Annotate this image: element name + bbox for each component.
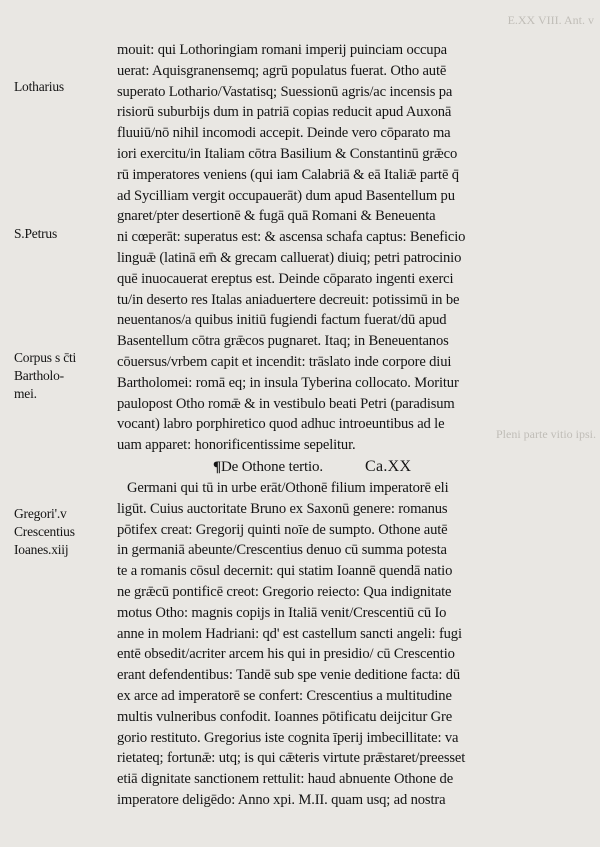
marginal-note-gregorius <box>14 505 110 559</box>
text-line: vocant) labro porphiretico quod adhuc introeuntibus ad le <box>117 416 445 433</box>
pilcrow-icon: ¶ <box>213 458 221 475</box>
marginal-note-bartholomei <box>14 349 110 403</box>
text-line: quē inuocauerat ereptus est. Deinde cōparato ingenti exerci <box>117 270 454 287</box>
text-line: gorio restituto. Gregorius iste cognita īperij imbecillitate: va <box>117 729 459 746</box>
text-line: pōtifex creat: Gregorij quinti noīe de sumpto. Othone autē <box>117 521 448 538</box>
text-line: in germaniā abeunte/Crescentius denuo cū summa potesta <box>117 542 447 559</box>
bleed-through-top: E.XX VIII. Ant. v <box>507 13 594 27</box>
marginal-line: Crescentius <box>14 524 75 539</box>
marginal-line: Bartholo- <box>14 368 64 383</box>
text-line: linguǣ (latinā em̄ & grecam calluerat) diuiq; petri patrocinio <box>117 249 462 266</box>
text-line: te a romanis cōsul decernit: qui statim Ioannē quendā natio <box>117 563 453 580</box>
text-line: uerat: Aquisgranensemq; agrū populatus fuerat. Otho autē <box>117 62 447 79</box>
chapter-title: De Othone tertio. <box>220 458 323 475</box>
marginal-line: mei. <box>14 386 37 401</box>
chapter-heading <box>117 456 559 478</box>
marginal-note-s-petrus <box>14 225 110 243</box>
text-line: iori exercitu/in Italiam cōtra Basilium & Constantinū grǣco <box>117 145 458 162</box>
marginal-line: Ioanes.xiij <box>14 542 69 557</box>
text-line: tu/in deserto res Italas aniaduertere decreuit: potissimū in be <box>117 291 460 308</box>
text-line: Germani qui tū in urbe erāt/Othonē filium imperatorē eli <box>127 479 449 496</box>
text-line: uam apparet: honorificentissime sepelitur. <box>117 437 356 454</box>
text-line: ne grǣcū pontificē creot: Gregorio reiecto: Qua indignitate <box>117 583 452 600</box>
marginal-line: Lotharius <box>14 79 64 94</box>
text-line: neuentanos/a quibus initiū fugiendi factum fuerat/dū apud <box>117 312 447 329</box>
text-line: entē obsedit/acriter arcem his qui in presidio/ cū Crescentio <box>117 646 455 663</box>
text-line: ni cœperāt: superatus est: & ascensa schafa captus: Beneficio <box>117 229 466 246</box>
text-line: gnaret/pter desertionē & fugā quā Romani & Beneuenta <box>117 208 436 225</box>
main-text-block <box>117 40 559 811</box>
text-line: mouit: qui Lothoringiam romani imperij puinciam occupa <box>117 42 447 58</box>
text-line: erant defendentibus: Tandē sub spe venie deditione facta: dū <box>117 667 461 684</box>
text-line: ex arce ad imperatorē se confert: Crescentius a multitudine <box>117 687 452 704</box>
text-line: motus Otho: magnis copijs in Italiā venit/Crescentiū cū Io <box>117 604 447 621</box>
text-line: cōuersus/vrbem capit et incendit: trāslato inde corpore diui <box>117 353 452 370</box>
text-line: superato Lothario/Vastatisq; Suessionū agris/ac incensis pa <box>117 83 453 100</box>
marginal-note-lotharius <box>14 78 110 96</box>
chapter-number: Ca.XX <box>364 457 412 475</box>
bleed-through-right: Pleni parte vitio ipsi. <box>496 427 596 441</box>
text-line: ligūt. Cuius auctoritate Bruno ex Saxonū genere: romanus <box>117 500 448 517</box>
text-line: rietateq; fortunǣ: utq; is qui cǣteris virtute prǣstaret/preesset <box>117 750 466 767</box>
marginal-line: S.Petrus <box>14 226 58 241</box>
text-line: anne in molem Hadriani: qd' est castellum sancti angeli: fugi <box>117 625 462 642</box>
text-line: multis vulneribus confodit. Ioannes pōtificatu deijcitur Gre <box>117 708 453 725</box>
text-line: imperatore deligēdo: Anno xpi. M.II. quam usq; ad nostra <box>117 791 446 808</box>
text-line: rū imperatores veniens (qui iam Calabriā & eā Italiǣ partē q̄ <box>117 166 459 183</box>
text-line: fluuiū/nō nihil incomodi accepit. Deinde vero cōparato ma <box>117 125 451 142</box>
text-line: Bartholomei: romā eq; in insula Tyberina collocato. Moritur <box>117 374 459 391</box>
marginal-line: Corpus s c̄ti <box>14 350 77 365</box>
text-line: Basentellum cōtra grǣcos pugnaret. Itaq; in Beneuentanos <box>117 333 449 350</box>
text-line: etiā dignitate sanctionem rettulit: haud abnuente Othone de <box>117 771 454 788</box>
text-line: risiorū suburbijs dum in patriā copias reducit apud Auxonā <box>117 104 452 121</box>
text-line: paulopost Otho romǣ & in vestibulo beati Petri (paradisum <box>117 395 455 412</box>
marginal-line: Gregori'.v <box>14 506 67 521</box>
text-line: ad Sycilliam vergit occupauerāt) dum apud Basentellum pu <box>117 187 455 204</box>
